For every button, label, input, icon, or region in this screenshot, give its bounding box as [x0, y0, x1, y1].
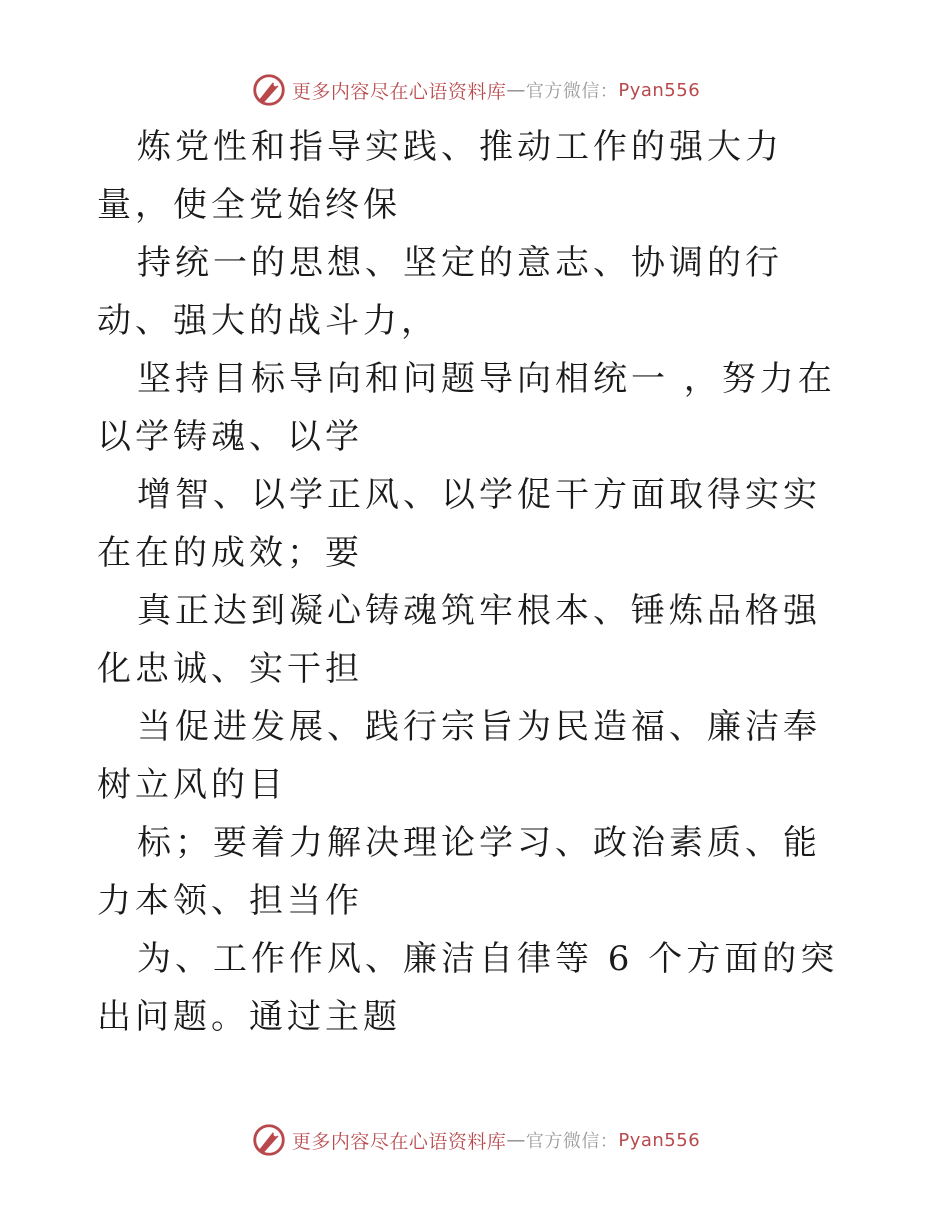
watermark-separator: — — [506, 1129, 526, 1151]
paragraph: 为、工作作风、廉洁自律等 6 个方面的突出问题。通过主题 — [97, 939, 839, 1037]
paragraph: 炼党性和指导实践、推动工作的强大力量，使全党始终保 — [97, 127, 783, 225]
watermark-brand: 更多内容尽在心语资料库 — [291, 80, 507, 103]
watermark-wechat-id: Pyan556 — [618, 79, 701, 101]
document-body — [97, 118, 857, 1046]
pen-nib-logo-icon — [250, 71, 288, 109]
paragraph: 真正达到凝心铸魂筑牢根本、锤炼品格强化忠诚、实干担 — [97, 591, 821, 689]
watermark-wechat-id: Pyan556 — [618, 1129, 701, 1151]
paragraph: 持统一的思想、坚定的意志、协调的行动、强大的战斗力， — [97, 243, 783, 341]
watermark-separator: — — [506, 79, 526, 101]
watermark-wechat-label: 官方微信： — [525, 81, 619, 102]
footer-watermark — [0, 1120, 950, 1160]
watermark-brand: 更多内容尽在心语资料库 — [291, 1130, 507, 1153]
paragraph: 当促进发展、践行宗旨为民造福、廉洁奉树立风的目 — [97, 707, 821, 805]
paragraph: 增智、以学正风、以学促干方面取得实实在在的成效；要 — [97, 475, 821, 573]
header-watermark — [0, 70, 950, 110]
pen-nib-logo-icon — [250, 1121, 288, 1159]
paragraph: 坚持目标导向和问题导向相统一 ，努力在以学铸魂、以学 — [97, 359, 836, 457]
watermark-wechat-label: 官方微信： — [525, 1131, 619, 1152]
paragraph: 标；要着力解决理论学习、政治素质、能力本领、担当作 — [97, 823, 821, 921]
